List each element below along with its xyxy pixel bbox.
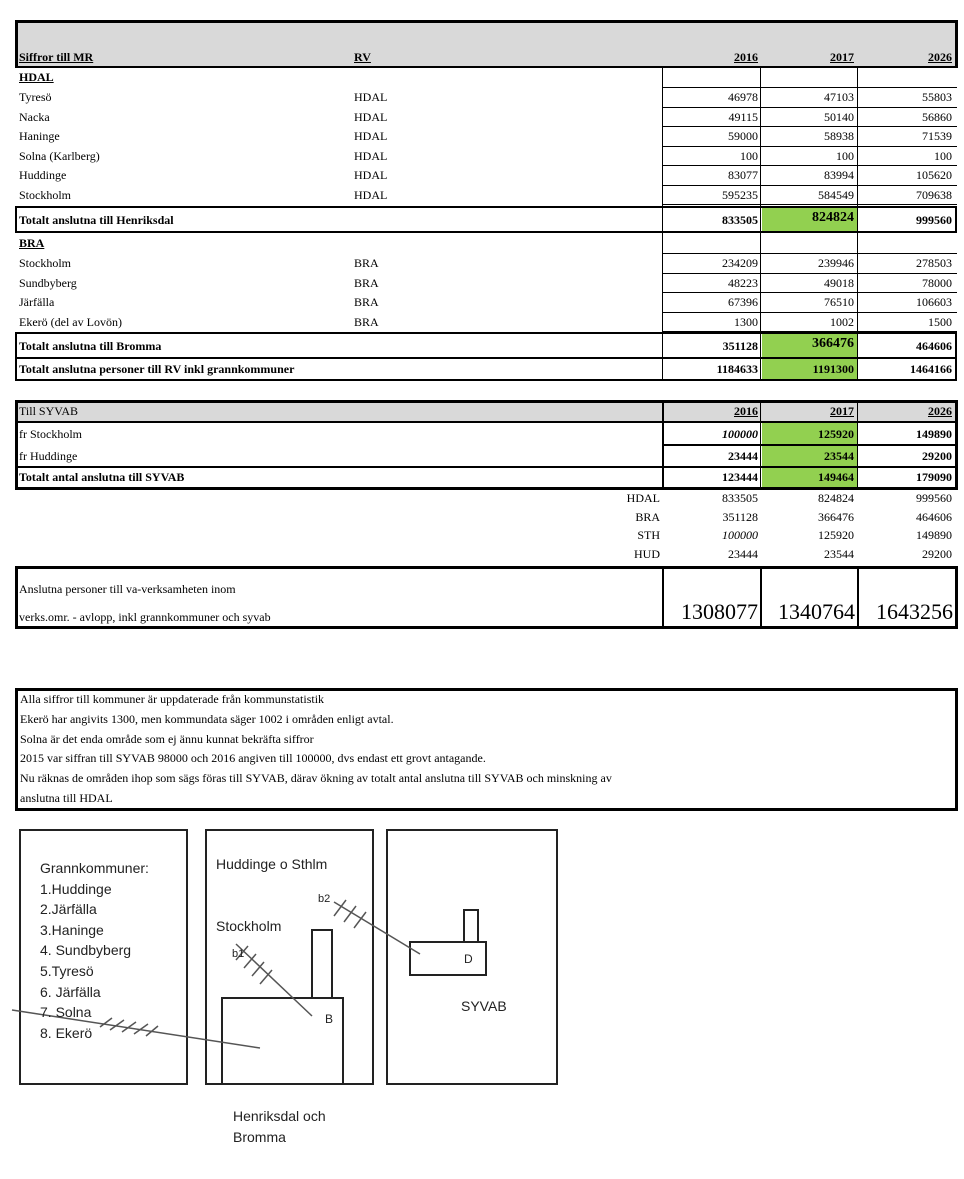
hdal-row-name: Stockholm: [19, 187, 72, 202]
syvab-title: Till SYVAB: [19, 404, 79, 418]
syvab-total-2017: 149464: [818, 470, 854, 484]
hdal-row-name: Haninge: [19, 129, 60, 143]
bra-row-name: Järfälla: [19, 295, 55, 309]
grann-item: 7. Solna: [40, 1004, 92, 1021]
bra-row-value: 67396: [728, 295, 758, 309]
hdal-row-value: 58938: [824, 129, 854, 143]
box2-title: Huddinge o Sthlm: [216, 856, 328, 872]
syvab-total-2016: 123444: [722, 470, 758, 484]
hdal-row-value: 83994: [824, 168, 854, 182]
hdal-row-name: Huddinge: [19, 168, 67, 182]
line-b2: [334, 902, 420, 954]
hdal-row-value: 50140: [824, 109, 854, 124]
summary-key: BRA: [635, 509, 660, 524]
hdal-row-value: 83077: [728, 168, 758, 182]
hdal-row-value: 46978: [728, 90, 758, 104]
caption-line2: Bromma: [233, 1129, 286, 1145]
bra-row-name: Sundbyberg: [19, 275, 77, 290]
hdal-row-value: 56860: [922, 109, 952, 124]
bra-row-rv: BRA: [354, 295, 379, 309]
hdal-row-name: Solna (Karlberg): [19, 148, 100, 163]
hdal-section-label: HDAL: [19, 70, 54, 84]
summary-value: 999560: [916, 491, 952, 505]
grann-item: 8. Ekerö: [40, 1024, 93, 1041]
syvab-row-huddinge-2026: 29200: [922, 449, 952, 463]
summary-value: 23544: [824, 546, 854, 561]
bra-total-label: Totalt anslutna till Bromma: [19, 339, 162, 353]
summary-value: 366476: [818, 509, 854, 524]
summary-value: 149890: [916, 528, 952, 542]
hdal-row-value: 100: [934, 148, 952, 163]
bra-row-value: 1300: [734, 314, 758, 329]
grand-total-2026: 1464166: [910, 362, 952, 376]
hdal-row-value: 71539: [922, 129, 952, 143]
grann-item: 2.Järfälla: [40, 901, 97, 918]
summary-value: 351128: [722, 509, 758, 524]
hdal-row-value: 100: [836, 148, 854, 163]
summary-value: 824824: [818, 491, 854, 505]
header-year-2026: 2026: [928, 50, 952, 64]
bra-row-rv: BRA: [354, 314, 379, 329]
summary-key: HDAL: [626, 491, 660, 505]
summary-key: STH: [637, 528, 660, 542]
note-line: 2015 var siffran till SYVAB 98000 och 2016 angiven till 100000, dvs endast ett grovt antagande.: [20, 751, 486, 766]
syvab-year-2017: 2017: [830, 404, 854, 418]
summary-value: 464606: [916, 509, 952, 524]
d-chimney: [464, 910, 478, 942]
hdal-row-value: 55803: [922, 90, 952, 104]
d-building: [410, 942, 486, 975]
bra-total-2016: 351128: [722, 339, 758, 353]
hdal-total-label: Totalt anslutna till Henriksdal: [19, 213, 174, 227]
connected-2017: 1340764: [778, 599, 855, 624]
bra-row-value: 1500: [928, 314, 952, 329]
bra-row-rv: BRA: [354, 275, 379, 290]
hdal-row-rv: HDAL: [354, 90, 388, 104]
summary-value: 125920: [818, 528, 854, 542]
line-b1: [236, 944, 312, 1016]
header-title: Siffror till MR: [19, 50, 94, 64]
bra-row-rv: BRA: [354, 256, 379, 270]
hdal-row-value: 59000: [728, 129, 758, 143]
syvab-row-huddinge-2016: 23444: [728, 449, 758, 463]
connected-2026: 1643256: [876, 599, 953, 624]
bra-row-value: 49018: [824, 275, 854, 290]
grann-item: 6. Järfälla: [40, 983, 101, 1000]
label-b1: b1: [232, 948, 245, 960]
hdal-row-value: 100: [740, 148, 758, 163]
syvab-row-stockholm-2017: 125920: [818, 427, 854, 441]
syvab-row-stockholm-label: fr Stockholm: [19, 427, 82, 441]
hdal-total-2016: 833505: [722, 213, 758, 227]
bra-row-value: 1002: [830, 314, 854, 329]
hdal-row-value: 49115: [728, 109, 758, 124]
grann-title: Grannkommuner:: [40, 860, 149, 876]
grand-total-2017: 1191300: [812, 362, 854, 376]
hdal-row-rv: HDAL: [354, 148, 388, 163]
hdal-total-2017: 824824: [812, 210, 854, 225]
syvab-total-label: Totalt antal anslutna till SYVAB: [19, 470, 185, 484]
hdal-total-2026: 999560: [916, 213, 952, 227]
connected-line1: Anslutna personer till va-verksamheten inom: [19, 582, 236, 596]
label-syvab: SYVAB: [461, 998, 507, 1014]
hdal-row-name: Nacka: [19, 109, 50, 124]
bra-row-value: 278503: [916, 256, 952, 270]
grann-list: [40, 858, 149, 1043]
summary-value: 23444: [728, 546, 758, 561]
syvab-row-stockholm-2026: 149890: [916, 427, 952, 441]
diagram-caption: [233, 1106, 326, 1148]
hdal-row-value: 709638: [916, 187, 952, 202]
b-building: [222, 998, 343, 1084]
hdal-row-name: Tyresö: [19, 90, 52, 104]
bra-row-name: Stockholm: [19, 256, 72, 270]
hdal-row-rv: HDAL: [354, 168, 388, 182]
syvab-total-2026: 179090: [916, 470, 952, 484]
bra-row-value: 78000: [922, 275, 952, 290]
box2-stockholm: Stockholm: [216, 918, 282, 934]
grann-item: 4. Sundbyberg: [40, 942, 132, 959]
grann-item: 1.Huddinge: [40, 880, 112, 897]
grann-item: 5.Tyresö: [40, 962, 94, 979]
header-rv: RV: [354, 50, 371, 64]
bra-total-2026: 464606: [916, 339, 952, 353]
bra-total-2017: 366476: [812, 336, 854, 351]
note-line: Nu räknas de områden ihop som sägs föras till SYVAB, därav ökning av totalt antal anslutna till SYVAB och minskning av: [20, 771, 612, 786]
note-line: Ekerö har angivits 1300, men kommundata säger 1002 i områden enligt avtal.: [20, 711, 394, 726]
bra-row-value: 76510: [824, 295, 854, 309]
bra-section-label: BRA: [19, 236, 45, 250]
hdal-row-value: 584549: [818, 187, 854, 202]
bra-row-name: Ekerö (del av Lovön): [19, 314, 122, 329]
connected-line2: verks.omr. - avlopp, inkl grannkommuner och syvab: [19, 610, 271, 624]
hdal-row-rv: HDAL: [354, 109, 388, 124]
hdal-row-value: 595235: [722, 187, 758, 202]
label-D: D: [464, 952, 473, 966]
hdal-row-value: 105620: [916, 168, 952, 182]
note-line: Solna är det enda område som ej ännu kunnat bekräfta siffror: [20, 731, 314, 746]
bra-row-value: 48223: [728, 275, 758, 290]
summary-value: 29200: [922, 546, 952, 561]
hdal-row-rv: HDAL: [354, 187, 388, 202]
syvab-row-huddinge-label: fr Huddinge: [19, 449, 78, 463]
summary-value: 833505: [722, 491, 758, 505]
bra-row-value: 239946: [818, 256, 854, 270]
label-B: B: [325, 1012, 334, 1026]
bra-row-value: 106603: [916, 295, 952, 309]
header-year-2016: 2016: [734, 50, 758, 64]
label-b2: b2: [318, 893, 331, 905]
syvab-year-2016: 2016: [734, 404, 758, 418]
bra-row-value: 234209: [722, 256, 758, 270]
syvab-year-2026: 2026: [928, 404, 952, 418]
grand-total-2016: 1184633: [716, 362, 758, 376]
grann-items: [40, 879, 149, 1044]
summary-key: HUD: [634, 546, 660, 561]
connected-2016: 1308077: [681, 599, 758, 624]
caption-line1: Henriksdal och: [233, 1108, 326, 1124]
b-chimney: [312, 930, 332, 998]
syvab-row-huddinge-2017: 23544: [824, 449, 854, 463]
hdal-row-rv: HDAL: [354, 129, 388, 143]
header-year-2017: 2017: [830, 50, 854, 64]
note-line: anslutna till HDAL: [20, 791, 113, 805]
hdal-row-value: 47103: [824, 90, 854, 104]
grann-item: 3.Haninge: [40, 921, 104, 938]
summary-value: 100000: [722, 528, 758, 542]
syvab-row-stockholm-2016: 100000: [722, 427, 758, 441]
note-line: Alla siffror till kommuner är uppdaterade från kommunstatistik: [20, 692, 325, 706]
grand-total-label: Totalt anslutna personer till RV inkl grannkommuner: [19, 362, 295, 376]
